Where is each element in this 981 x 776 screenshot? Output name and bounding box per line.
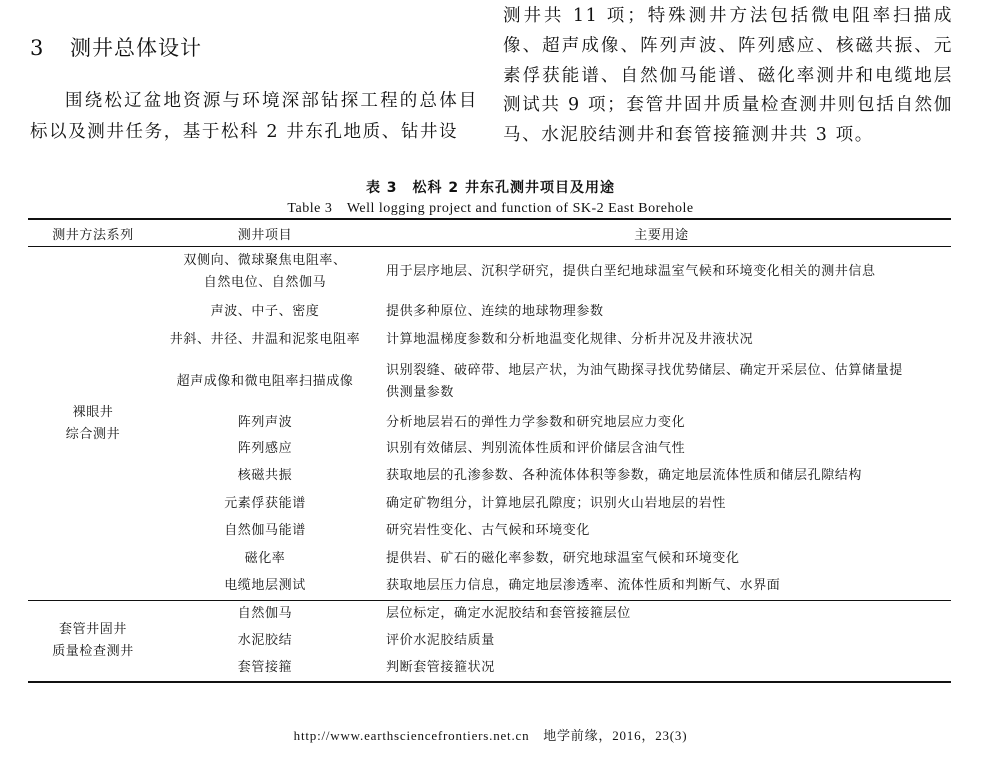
item-cell: 声波、中子、密度 bbox=[210, 303, 320, 319]
table-header-row bbox=[28, 219, 951, 247]
right-column bbox=[503, 2, 953, 151]
item-cell: 磁化率 bbox=[244, 550, 286, 566]
table-row bbox=[28, 354, 951, 410]
item-cell: 元素俘获能谱 bbox=[224, 495, 306, 511]
table-caption-zh: 表 3 松科 2 井东孔测井项目及用途 bbox=[365, 180, 616, 196]
table-row bbox=[28, 462, 951, 490]
item-line: 自然电位、自然伽马 bbox=[203, 274, 327, 290]
header-method-series: 测井方法系列 bbox=[52, 227, 134, 243]
table-row bbox=[28, 410, 951, 436]
use-cell: 获取地层压力信息，确定地层渗透率、流体性质和判断气、水界面 bbox=[386, 578, 781, 594]
item-line: 双侧向、微球聚焦电阻率、 bbox=[183, 252, 347, 268]
table-row bbox=[28, 327, 951, 354]
item-cell: 核磁共振 bbox=[237, 467, 293, 483]
item-cell: 电缆地层测试 bbox=[224, 578, 306, 594]
item-cell bbox=[158, 247, 372, 297]
use-cell: 计算地温梯度参数和分析地温变化规律、分析井况及井液状况 bbox=[386, 332, 754, 347]
item-cell: 自然伽马能谱 bbox=[224, 523, 306, 538]
use-line: 识别裂缝、破碎带、地层产状，为油气勘探寻找优势储层、确定开采层位、估算储量提 bbox=[386, 362, 903, 378]
table-row bbox=[28, 628, 951, 655]
use-cell: 识别有效储层、判别流体性质和评价储层含油气性 bbox=[386, 440, 686, 456]
table-row bbox=[28, 601, 951, 628]
item-cell: 水泥胶结 bbox=[237, 633, 293, 648]
item-cell: 自然伽马 bbox=[237, 606, 293, 622]
item-cell: 阵列声波 bbox=[237, 414, 293, 430]
logging-table bbox=[28, 218, 951, 683]
use-cell: 分析地层岩石的弹性力学参数和研究地层应力变化 bbox=[386, 414, 686, 430]
group-label-line: 裸眼井 bbox=[72, 404, 114, 420]
header-logging-item: 测井项目 bbox=[237, 227, 293, 243]
use-cell: 判断套管接箍状况 bbox=[386, 659, 495, 675]
use-line: 供测量参数 bbox=[386, 384, 455, 400]
use-cell: 评价水泥胶结质量 bbox=[386, 633, 495, 648]
section-heading bbox=[30, 32, 478, 62]
left-column bbox=[30, 8, 478, 147]
use-cell: 层位标定，确定水泥胶结和套管接箍层位 bbox=[386, 606, 631, 622]
item-cell: 套管接箍 bbox=[237, 659, 293, 675]
section-title: 测井总体设计 bbox=[70, 36, 202, 60]
use-cell: 提供多种原位、连续的地球物理参数 bbox=[386, 303, 604, 319]
use-cell: 研究岩性变化、古气候和环境变化 bbox=[386, 523, 591, 538]
group-label-openhole bbox=[28, 247, 158, 601]
table-row bbox=[28, 545, 951, 573]
header-main-use: 主要用途 bbox=[634, 227, 689, 243]
item-cell: 井斜、井径、井温和泥浆电阻率 bbox=[169, 332, 361, 347]
item-cell: 超声成像和微电阻率扫描成像 bbox=[176, 373, 354, 389]
use-cell bbox=[372, 354, 951, 410]
table-caption-en: Table 3 Well logging project and function of SK-2 East Borehole bbox=[287, 201, 694, 216]
table-row bbox=[28, 247, 951, 297]
table-row bbox=[28, 518, 951, 545]
page-footer: http://www.earthsciencefrontiers.net.cn 地学前缘，2016，23(3) bbox=[293, 728, 688, 743]
group-label-line: 综合测井 bbox=[65, 426, 121, 442]
right-paragraph: 测井共 11 项；特殊测井方法包括微电阻率扫描成像、超声成像、阵列声波、阵列感应、核磁共振、元素俘获能谱、自然伽马能谱、磁化率测井和电缆地层测试共 9 项；套管井固井质量检查测井则包括自然伽马、水泥胶结测井和套管接箍测井共 3 项。 bbox=[503, 6, 953, 146]
section-number: 3 bbox=[30, 36, 45, 60]
table-row bbox=[28, 490, 951, 518]
item-cell: 阵列感应 bbox=[237, 440, 293, 456]
group-label-cased bbox=[28, 601, 158, 682]
table-row bbox=[28, 297, 951, 327]
table-row bbox=[28, 436, 951, 462]
use-cell: 确定矿物组分，计算地层孔隙度；识别火山岩地层的岩性 bbox=[386, 495, 727, 511]
use-cell: 提供岩、矿石的磁化率参数，研究地球温室气候和环境变化 bbox=[386, 550, 740, 566]
table-row bbox=[28, 573, 951, 601]
use-cell: 获取地层的孔渗参数、各种流体体积等参数，确定地层流体性质和储层孔隙结构 bbox=[386, 467, 863, 483]
left-paragraph: 围绕松辽盆地资源与环境深部钻探工程的总体目标以及测井任务，基于松科 2 井东孔地质、钻井设 bbox=[30, 91, 478, 142]
group-label-line: 套管井固井 bbox=[58, 621, 127, 637]
table-row bbox=[28, 655, 951, 682]
group-label-line: 质量检查测井 bbox=[52, 643, 134, 659]
use-cell: 用于层序地层、沉积学研究，提供白垩纪地球温室气候和环境变化相关的测井信息 bbox=[386, 263, 876, 279]
